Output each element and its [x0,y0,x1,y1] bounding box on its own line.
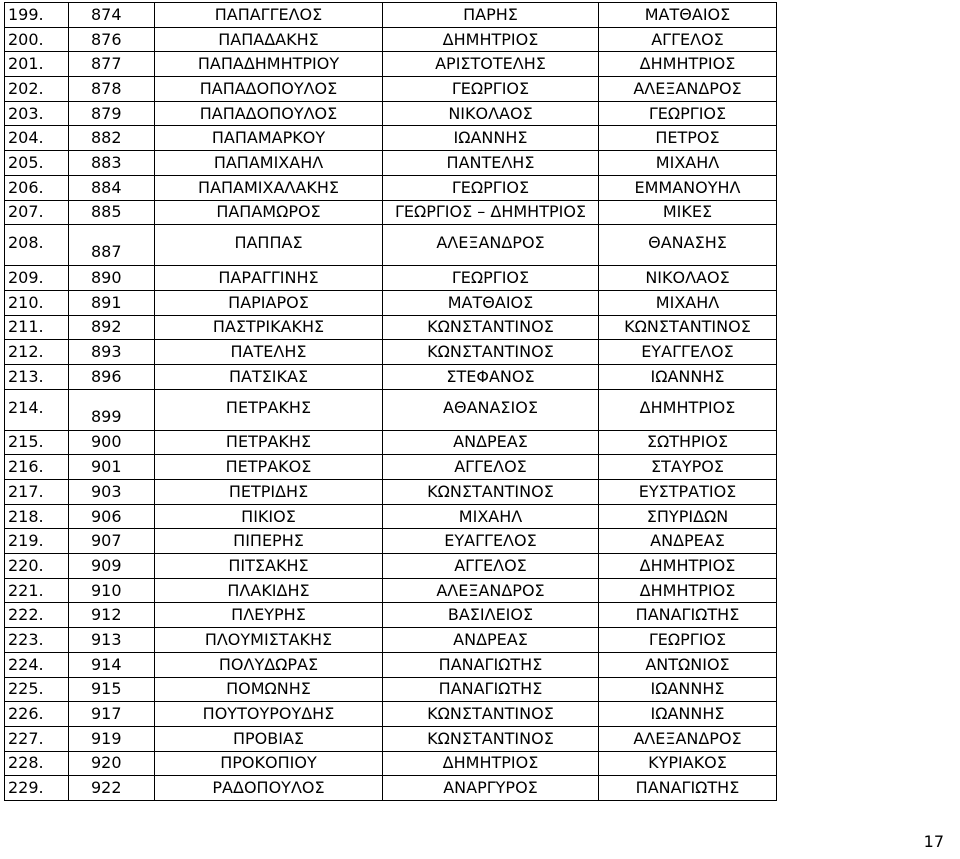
surname-cell: ΠΑΠΑΔΟΠΟΥΛΟΣ [155,77,383,102]
registry-number-cell: 914 [69,652,155,677]
table-row [5,389,777,430]
registry-number-cell: 915 [69,677,155,702]
registry-number-cell: 885 [69,200,155,225]
table-row [5,77,777,102]
given-name-cell: ΑΡΙΣΤΟΤΕΛΗΣ [383,52,599,77]
father-name-cell: ΑΛΕΞΑΝΔΡΟΣ [599,726,777,751]
given-name-cell: ΕΥΑΓΓΕΛΟΣ [383,529,599,554]
surname-cell: ΠΑΤΕΛΗΣ [155,340,383,365]
surname-cell: ΠΛΑΚΙΔΗΣ [155,578,383,603]
row-index-cell: 212. [5,340,69,365]
table-row [5,702,777,727]
surname-cell: ΠΑΤΣΙΚΑΣ [155,364,383,389]
registry-number-cell: 910 [69,578,155,603]
father-name-cell: ΔΗΜΗΤΡΙΟΣ [599,578,777,603]
given-name-cell: ΑΝΔΡΕΑΣ [383,430,599,455]
registry-number-cell: 882 [69,126,155,151]
given-name-cell: ΠΑΡΗΣ [383,3,599,28]
given-name-cell: ΔΗΜΗΤΡΙΟΣ [383,27,599,52]
given-name-cell: ΒΑΣΙΛΕΙΟΣ [383,603,599,628]
table-row [5,340,777,365]
table-row [5,751,777,776]
table-row [5,529,777,554]
registry-number-cell: 899 [69,389,155,430]
table-row [5,603,777,628]
row-index-cell: 227. [5,726,69,751]
row-index-cell: 202. [5,77,69,102]
registry-number-cell: 879 [69,101,155,126]
row-index-cell: 209. [5,266,69,291]
table-row [5,52,777,77]
row-index-cell: 206. [5,175,69,200]
row-index-cell: 200. [5,27,69,52]
row-index-cell: 226. [5,702,69,727]
row-index-cell: 211. [5,315,69,340]
table-row [5,225,777,266]
father-name-cell: ΠΕΤΡΟΣ [599,126,777,151]
registry-number-cell: 877 [69,52,155,77]
surname-cell: ΠΑΠΑΜΙΧΑΛΑΚΗΣ [155,175,383,200]
given-name-cell: ΓΕΩΡΓΙΟΣ [383,175,599,200]
given-name-cell: ΓΕΩΡΓΙΟΣ [383,266,599,291]
surname-cell: ΡΑΔΟΠΟΥΛΟΣ [155,776,383,801]
table-row [5,315,777,340]
surname-cell: ΠΡΟΚΟΠΙΟΥ [155,751,383,776]
registry-number-cell: 883 [69,151,155,176]
given-name-cell: ΚΩΝΣΤΑΝΤΙΝΟΣ [383,480,599,505]
registry-number-cell: 912 [69,603,155,628]
registry-number-cell: 903 [69,480,155,505]
row-index-cell: 213. [5,364,69,389]
surname-cell: ΠΑΠΑΔΗΜΗΤΡΙΟΥ [155,52,383,77]
registry-number-cell: 906 [69,504,155,529]
registry-number-cell: 901 [69,455,155,480]
surname-cell: ΠΛΟΥΜΙΣΤΑΚΗΣ [155,628,383,653]
surname-cell: ΠΙΤΣΑΚΗΣ [155,554,383,579]
table-row [5,726,777,751]
registry-number-cell: 890 [69,266,155,291]
father-name-cell: ΠΑΝΑΓΙΩΤΗΣ [599,603,777,628]
father-name-cell: ΕΥΑΓΓΕΛΟΣ [599,340,777,365]
registry-number-cell: 917 [69,702,155,727]
table-row [5,677,777,702]
row-index-cell: 208. [5,225,69,266]
given-name-cell: ΑΛΕΞΑΝΔΡΟΣ [383,225,599,266]
registry-number-cell: 920 [69,751,155,776]
surname-cell: ΠΑΠΑΜΑΡΚΟΥ [155,126,383,151]
row-index-cell: 223. [5,628,69,653]
given-name-cell: ΣΤΕΦΑΝΟΣ [383,364,599,389]
father-name-cell: ΜΑΤΘΑΙΟΣ [599,3,777,28]
surname-cell: ΠΑΠΑΔΑΚΗΣ [155,27,383,52]
table-row [5,101,777,126]
row-index-cell: 219. [5,529,69,554]
surname-cell: ΠΙΠΕΡΗΣ [155,529,383,554]
row-index-cell: 221. [5,578,69,603]
father-name-cell: ΣΠΥΡΙΔΩΝ [599,504,777,529]
table-row [5,151,777,176]
given-name-cell: ΑΓΓΕΛΟΣ [383,455,599,480]
registry-number-cell: 900 [69,430,155,455]
surname-cell: ΠΑΠΑΓΓΕΛΟΣ [155,3,383,28]
table-row [5,776,777,801]
roster-body [5,3,777,801]
father-name-cell: ΔΗΜΗΤΡΙΟΣ [599,554,777,579]
surname-cell: ΠΑΠΑΜΩΡΟΣ [155,200,383,225]
given-name-cell: ΠΑΝΑΓΙΩΤΗΣ [383,652,599,677]
table-row [5,480,777,505]
surname-cell: ΠΡΟΒΙΑΣ [155,726,383,751]
given-name-cell: ΙΩΑΝΝΗΣ [383,126,599,151]
table-row [5,554,777,579]
row-index-cell: 214. [5,389,69,430]
father-name-cell: ΓΕΩΡΓΙΟΣ [599,101,777,126]
row-index-cell: 207. [5,200,69,225]
registry-number-cell: 892 [69,315,155,340]
given-name-cell: ΚΩΝΣΤΑΝΤΙΝΟΣ [383,702,599,727]
given-name-cell: ΝΙΚΟΛΑΟΣ [383,101,599,126]
given-name-cell: ΓΕΩΡΓΙΟΣ – ΔΗΜΗΤΡΙΟΣ [383,200,599,225]
table-row [5,504,777,529]
table-row [5,652,777,677]
registry-number-cell: 891 [69,290,155,315]
registry-number-cell: 907 [69,529,155,554]
father-name-cell: ΣΤΑΥΡΟΣ [599,455,777,480]
row-index-cell: 203. [5,101,69,126]
table-row [5,266,777,291]
table-row [5,3,777,28]
surname-cell: ΠΟΜΩΝΗΣ [155,677,383,702]
surname-cell: ΠΑΠΠΑΣ [155,225,383,266]
row-index-cell: 210. [5,290,69,315]
registry-number-cell: 887 [69,225,155,266]
row-index-cell: 224. [5,652,69,677]
registry-number-cell: 922 [69,776,155,801]
table-row [5,364,777,389]
registry-number-cell: 884 [69,175,155,200]
father-name-cell: ΜΙΧΑΗΛ [599,290,777,315]
row-index-cell: 199. [5,3,69,28]
row-index-cell: 222. [5,603,69,628]
surname-cell: ΠΕΤΡΙΔΗΣ [155,480,383,505]
father-name-cell: ΕΥΣΤΡΑΤΙΟΣ [599,480,777,505]
surname-cell: ΠΕΤΡΑΚΗΣ [155,389,383,430]
registry-number-cell: 878 [69,77,155,102]
surname-cell: ΠΛΕΥΡΗΣ [155,603,383,628]
row-index-cell: 220. [5,554,69,579]
father-name-cell: ΑΝΤΩΝΙΟΣ [599,652,777,677]
registry-number-cell: 874 [69,3,155,28]
table-row [5,578,777,603]
father-name-cell: ΙΩΑΝΝΗΣ [599,364,777,389]
row-index-cell: 229. [5,776,69,801]
father-name-cell: ΔΗΜΗΤΡΙΟΣ [599,52,777,77]
father-name-cell: ΠΑΝΑΓΙΩΤΗΣ [599,776,777,801]
given-name-cell: ΔΗΜΗΤΡΙΟΣ [383,751,599,776]
surname-cell: ΠΑΡΑΓΓΙΝΗΣ [155,266,383,291]
given-name-cell: ΚΩΝΣΤΑΝΤΙΝΟΣ [383,315,599,340]
father-name-cell: ΑΝΔΡΕΑΣ [599,529,777,554]
surname-cell: ΠΑΠΑΜΙΧΑΗΛ [155,151,383,176]
registry-number-cell: 876 [69,27,155,52]
father-name-cell: ΙΩΑΝΝΗΣ [599,677,777,702]
table-row [5,27,777,52]
table-row [5,628,777,653]
table-row [5,430,777,455]
given-name-cell: ΑΘΑΝΑΣΙΟΣ [383,389,599,430]
father-name-cell: ΜΙΚΕΣ [599,200,777,225]
row-index-cell: 201. [5,52,69,77]
row-index-cell: 216. [5,455,69,480]
registry-number-cell: 896 [69,364,155,389]
given-name-cell: ΑΝΔΡΕΑΣ [383,628,599,653]
row-index-cell: 225. [5,677,69,702]
father-name-cell: ΜΙΧΑΗΛ [599,151,777,176]
table-row [5,455,777,480]
father-name-cell: ΕΜΜΑΝΟΥΗΛ [599,175,777,200]
father-name-cell: ΑΓΓΕΛΟΣ [599,27,777,52]
given-name-cell: ΑΓΓΕΛΟΣ [383,554,599,579]
table-row [5,175,777,200]
surname-cell: ΠΑΡΙΑΡΟΣ [155,290,383,315]
table-row [5,290,777,315]
row-index-cell: 215. [5,430,69,455]
father-name-cell: ΝΙΚΟΛΑΟΣ [599,266,777,291]
row-index-cell: 205. [5,151,69,176]
given-name-cell: ΜΑΤΘΑΙΟΣ [383,290,599,315]
row-index-cell: 218. [5,504,69,529]
father-name-cell: ΓΕΩΡΓΙΟΣ [599,628,777,653]
surname-cell: ΠΟΛΥΔΩΡΑΣ [155,652,383,677]
surname-cell: ΠΕΤΡΑΚΗΣ [155,430,383,455]
father-name-cell: ΑΛΕΞΑΝΔΡΟΣ [599,77,777,102]
row-index-cell: 228. [5,751,69,776]
table-row [5,200,777,225]
registry-number-cell: 909 [69,554,155,579]
given-name-cell: ΜΙΧΑΗΛ [383,504,599,529]
registry-number-cell: 893 [69,340,155,365]
surname-cell: ΠΙΚΙΟΣ [155,504,383,529]
father-name-cell: ΔΗΜΗΤΡΙΟΣ [599,389,777,430]
registry-number-cell: 919 [69,726,155,751]
surname-cell: ΠΑΣΤΡΙΚΑΚΗΣ [155,315,383,340]
page-number: 17 [923,832,944,851]
given-name-cell: ΚΩΝΣΤΑΝΤΙΝΟΣ [383,726,599,751]
surname-cell: ΠΑΠΑΔΟΠΟΥΛΟΣ [155,101,383,126]
father-name-cell: ΙΩΑΝΝΗΣ [599,702,777,727]
row-index-cell: 217. [5,480,69,505]
father-name-cell: ΚΥΡΙΑΚΟΣ [599,751,777,776]
table-row [5,126,777,151]
given-name-cell: ΑΝΑΡΓΥΡΟΣ [383,776,599,801]
roster-table [4,2,777,801]
given-name-cell: ΠΑΝΑΓΙΩΤΗΣ [383,677,599,702]
surname-cell: ΠΕΤΡΑΚΟΣ [155,455,383,480]
registry-number-cell: 913 [69,628,155,653]
given-name-cell: ΑΛΕΞΑΝΔΡΟΣ [383,578,599,603]
father-name-cell: ΘΑΝΑΣΗΣ [599,225,777,266]
given-name-cell: ΚΩΝΣΤΑΝΤΙΝΟΣ [383,340,599,365]
surname-cell: ΠΟΥΤΟΥΡΟΥΔΗΣ [155,702,383,727]
father-name-cell: ΚΩΝΣΤΑΝΤΙΝΟΣ [599,315,777,340]
father-name-cell: ΣΩΤΗΡΙΟΣ [599,430,777,455]
row-index-cell: 204. [5,126,69,151]
given-name-cell: ΠΑΝΤΕΛΗΣ [383,151,599,176]
given-name-cell: ΓΕΩΡΓΙΟΣ [383,77,599,102]
